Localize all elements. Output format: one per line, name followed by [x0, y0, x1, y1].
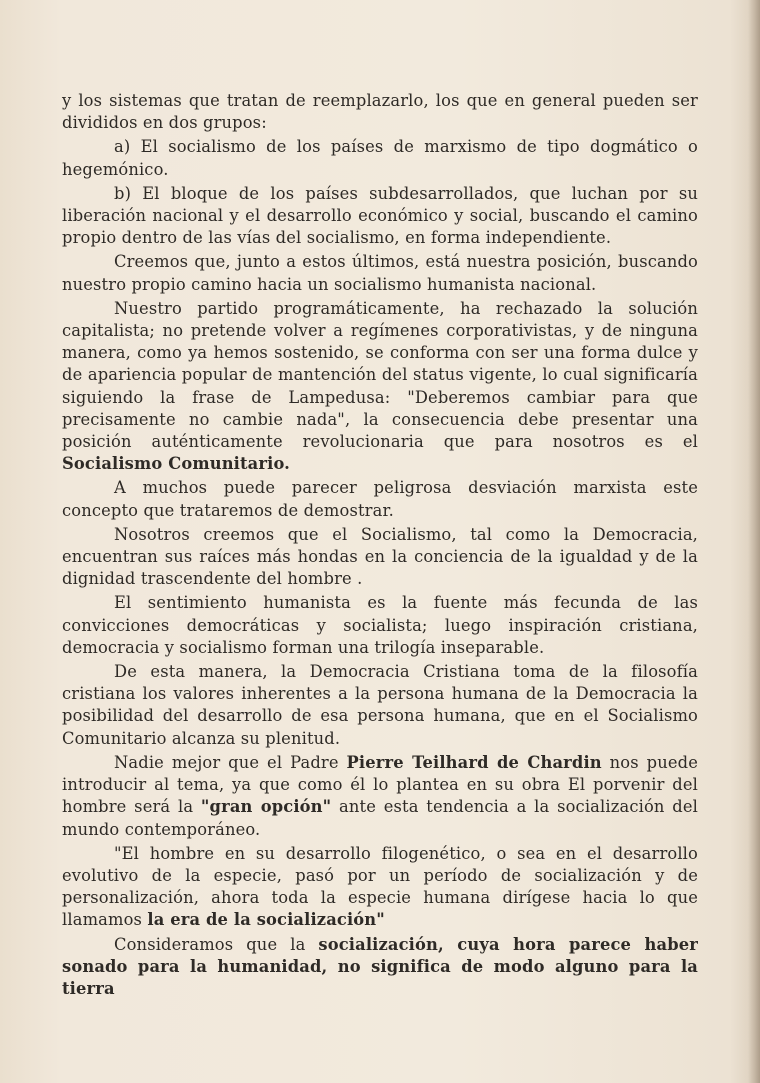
paragraph-10-text-b: nos puede introducir al tema, ya que como él lo plantea en su obra El porvenir del hombre será la — [62, 752, 698, 817]
paragraph-12-text: Consideramos que la — [114, 934, 319, 954]
body-text — [62, 90, 698, 1000]
paragraph-5 — [62, 298, 698, 476]
paragraph-9 — [62, 661, 698, 750]
author-name: Pierre Teilhard de Chardin — [346, 752, 602, 772]
paragraph-6-text: A muchos puede parecer peligrosa desviación marxista este concepto que trataremos de demostrar. — [62, 478, 698, 520]
paragraph-8 — [62, 592, 698, 659]
paragraph-2 — [62, 136, 698, 180]
paragraph-12 — [62, 934, 698, 1001]
paragraph-5-bold: Socialismo Comunitario. — [62, 454, 290, 474]
paragraph-8-text: El sentimiento humanista es la fuente más fecunda de las convicciones democráticas y socialista; luego inspiración cristiana, democracia y socialismo forman una trilogía inseparable. — [62, 593, 698, 657]
paragraph-11-text: "El hombre en su desarrollo filogenético, o sea en el desarrollo evolutivo de la especie, pasó por un período de socialización y de personalización, ahora toda la especie humana dirígese hacia lo que llamamos — [62, 843, 698, 930]
paragraph-4-text: Creemos que, junto a estos últimos, está nuestra posición, buscando nuestro propio camino hacia un socialismo humanista nacional. — [62, 252, 698, 294]
paragraph-3-text: b) El bloque de los países subdesarrollados, que luchan por su liberación nacional y el desarrollo económico y social, buscando el camino propio dentro de las vías del socialismo, en forma independiente. — [62, 183, 698, 248]
paragraph-12-bold: socialización, cuya hora parece haber sonado para la humanidad, no significa de modo alguno para la tierra — [62, 934, 698, 998]
paragraph-11 — [62, 843, 698, 932]
paragraph-9-text: De esta manera, la Democracia Cristiana toma de la filosofía cristiana los valores inherentes a la persona humana de la Democracia la posibilidad del desarrollo de esa persona humana, que en el Socialismo Comunitario alcanza su plenitud. — [62, 662, 698, 748]
paragraph-10-text-a: Nadie mejor que el Padre — [114, 752, 347, 772]
paragraph-1-text: y los sistemas que tratan de reemplazarlo, los que en general pueden ser divididos en dos grupos: — [62, 91, 698, 133]
paragraph-6 — [62, 477, 698, 521]
paragraph-5-text: Nuestro partido programáticamente, ha rechazado la solución capitalista; no pretende volver a regímenes corporativistas, y de ninguna manera, como ya hemos sostenido, se conforma con ser una forma dulce y de apariencia popular de mantención del status vigente, lo cual significaría siguiendo la frase de Lampedusa: "Deberemos cambiar para que precisamente no cambie nada", la consecuencia debe presentar una posición auténticamente revolucionaria que para nosotros es el — [62, 298, 698, 452]
paragraph-7-text: Nosotros creemos que el Socialismo, tal como la Democracia, encuentran sus raíces más hondas en la conciencia de la igualdad y de la dignidad trascendente del hombre . — [62, 524, 698, 589]
paragraph-3 — [62, 183, 698, 250]
paragraph-10 — [62, 752, 698, 841]
paragraph-11-bold: la era de la socialización" — [147, 910, 385, 930]
paragraph-10-text-c: ante esta tendencia a la socialización del mundo contemporáneo. — [62, 797, 698, 839]
paragraph-4 — [62, 251, 698, 295]
paragraph-10-bold-quote: "gran opción" — [200, 797, 332, 817]
paragraph-7 — [62, 524, 698, 591]
paragraph-1 — [62, 90, 698, 134]
page-edge-shadow — [748, 0, 760, 1083]
paragraph-2-text: a) El socialismo de los países de marxismo de tipo dogmático o hegemónico. — [62, 137, 698, 179]
